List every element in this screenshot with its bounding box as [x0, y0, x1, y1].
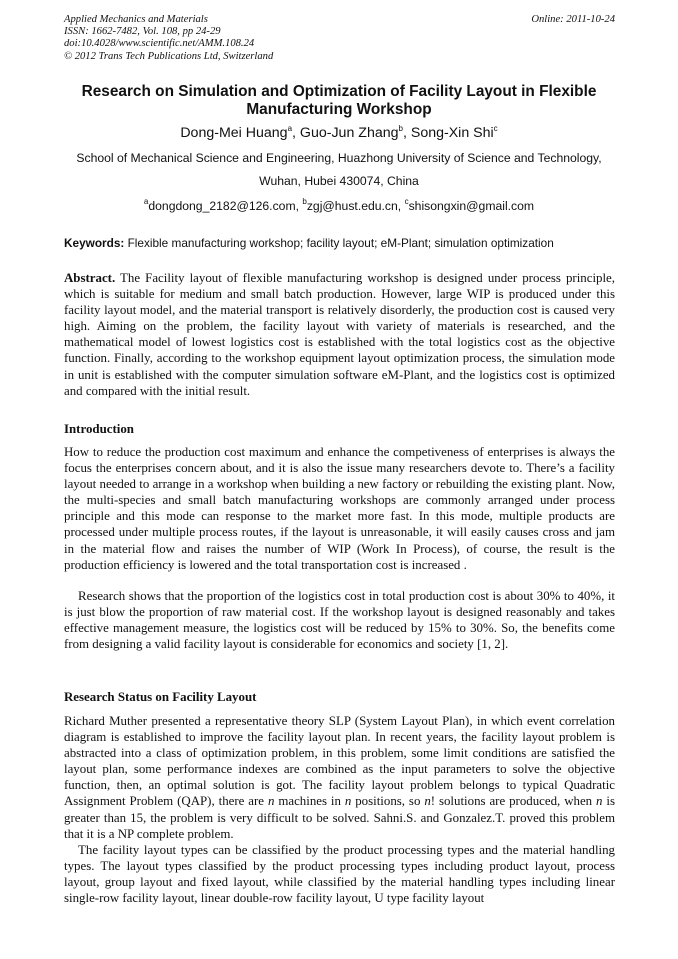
affiliation-line-1: School of Mechanical Science and Engineering, Huazhong University of Science and Technology,	[76, 151, 602, 165]
journal-name: Applied Mechanics and Materials	[64, 14, 208, 25]
math-var: n	[424, 794, 431, 809]
email-mark: c	[404, 197, 409, 206]
keywords	[64, 236, 620, 250]
introduction-paragraph-2-text: Research shows that the proportion of the logistics cost in total production cost is about 30% to 40%, it is just blow the proportion of raw material cost. If the workshop layout is designed reasonably and takes effective management measure, the logistics cost will be reduced by 15% to 30%. So, the benefits come from designing a valid facility layout is considerable for economics and society [1, 2].	[64, 589, 615, 652]
abstract-label: Abstract.	[64, 271, 116, 285]
text-run: positions, so	[351, 794, 425, 809]
author-affil-mark: a	[287, 124, 293, 133]
online-date: Online: 2011-10-24	[531, 14, 615, 25]
introduction-paragraph-1: How to reduce the production cost maximum and enhance the competiveness of enterprises is always the focus the enterprises concern about, and it is also the issue many researchers devote to. There’s a facility layout needed to arrange in a workshop when building a new factory or rebuilding the existing plant. Now, the multi-species and small batch manufacturing workshops are commonly arranged under process principle and this mode can response to the market more fast. In this mode, multiple products are processed under multiple process routes, if the layout is unreasonable, it will easily causes cross and jam in the material flow and raises the number of WIP (Work In Process), of course, the result is the production efficiency is lowered and the total transportation cost is increased .	[64, 445, 615, 572]
email-mark: a	[143, 197, 149, 206]
math-var: n	[344, 794, 352, 809]
research-status-paragraph-2-text: The facility layout types can be classified by the product processing types and the material handling types. The layout types classified by the product processing types including product layout, process layout, group layout and fixed layout, while classified by the material handling types including linear single-row facility layout, linear double-row facility layout, U type facility layout	[64, 843, 615, 906]
author-name: Dong-Mei Huang	[180, 125, 288, 141]
text-run: is greater than 15, the problem is very difficult to be solved. Sahni.S. and Gonzalez.T. proved this problem that it is a NP complete problem.	[64, 794, 616, 841]
author-emails	[40, 199, 638, 213]
author-name: Song-Xin Shi	[410, 125, 494, 141]
keywords-label: Keywords:	[64, 236, 125, 250]
author-affil-mark: b	[398, 124, 403, 133]
research-status-paragraph-2	[64, 842, 615, 906]
email-mark: b	[302, 197, 307, 206]
abstract-text: The Facility layout of flexible manufacturing workshop is designed under process principle, which is suitable for medium and small batch production. However, large WIP is produced under this facility layout model, and the material transport is relatively disorderly, the production cost is caused very high. Aiming on the problem, the facility layout with variety of materials is researched, and the mathematical model of lowest logistics cost is established with the total logistics cost as the objective function. Finally, according to the workshop equipment layout optimization process, the simulation mode in unit is established with the computer simulation software eM-Plant, and the logistics cost is optimized and compared with the initial result.	[64, 271, 615, 398]
author-separator: ,	[402, 125, 411, 141]
math-var: n	[267, 794, 275, 809]
research-status-heading: Research Status on Facility Layout	[64, 690, 257, 704]
author-name: Guo-Jun Zhang	[299, 125, 399, 141]
title-line-1: Research on Simulation and Optimization of Facility Layout in Flexible	[81, 83, 597, 100]
affiliation-line-2: Wuhan, Hubei 430074, China	[259, 174, 419, 188]
email-link[interactable]: dongdong_2182@126.com,	[148, 199, 299, 213]
research-status-paragraph-1	[64, 713, 615, 842]
keywords-text: Flexible manufacturing workshop; facility layout; eM-Plant; simulation optimization	[124, 236, 554, 250]
text-run: machines in	[274, 794, 345, 809]
title-line-2: Manufacturing Workshop	[246, 101, 432, 118]
journal-doi[interactable]: doi:10.4028/www.scientific.net/AMM.108.24	[64, 38, 255, 50]
introduction-paragraph-2	[64, 588, 615, 652]
paper-title	[60, 83, 618, 119]
journal-header	[64, 14, 273, 63]
journal-issn: ISSN: 1662-7482, Vol. 108, pp 24-29	[64, 26, 221, 38]
journal-copyright: © 2012 Trans Tech Publications Ltd, Switzerland	[64, 50, 274, 62]
author-list	[40, 124, 638, 142]
author-separator: ,	[292, 125, 300, 141]
text-run: Richard Muther presented a representative theory SLP (System Layout Plan), in which event correlation diagram is established to improve the facility layout plan. In recent years, the facility layout problem is abstracted into a class of optimization problem, in this problem, some limit conditions are satisfied the layout plan, some performance indexes are combined as the input parameters to solve the objective function, then, an optimal solution is got. The facility layout problem belongs to typical Quadratic Assignment Problem (QAP), there are	[64, 714, 615, 809]
author-affil-mark: c	[493, 124, 498, 133]
abstract-paragraph	[64, 270, 615, 399]
math-var: n	[596, 794, 603, 809]
email-link[interactable]: shisongxin@gmail.com	[408, 199, 535, 213]
text-run: ! solutions are produced, when	[430, 794, 597, 809]
email-link[interactable]: zgj@hust.edu.cn,	[306, 199, 402, 213]
introduction-heading: Introduction	[64, 422, 134, 436]
